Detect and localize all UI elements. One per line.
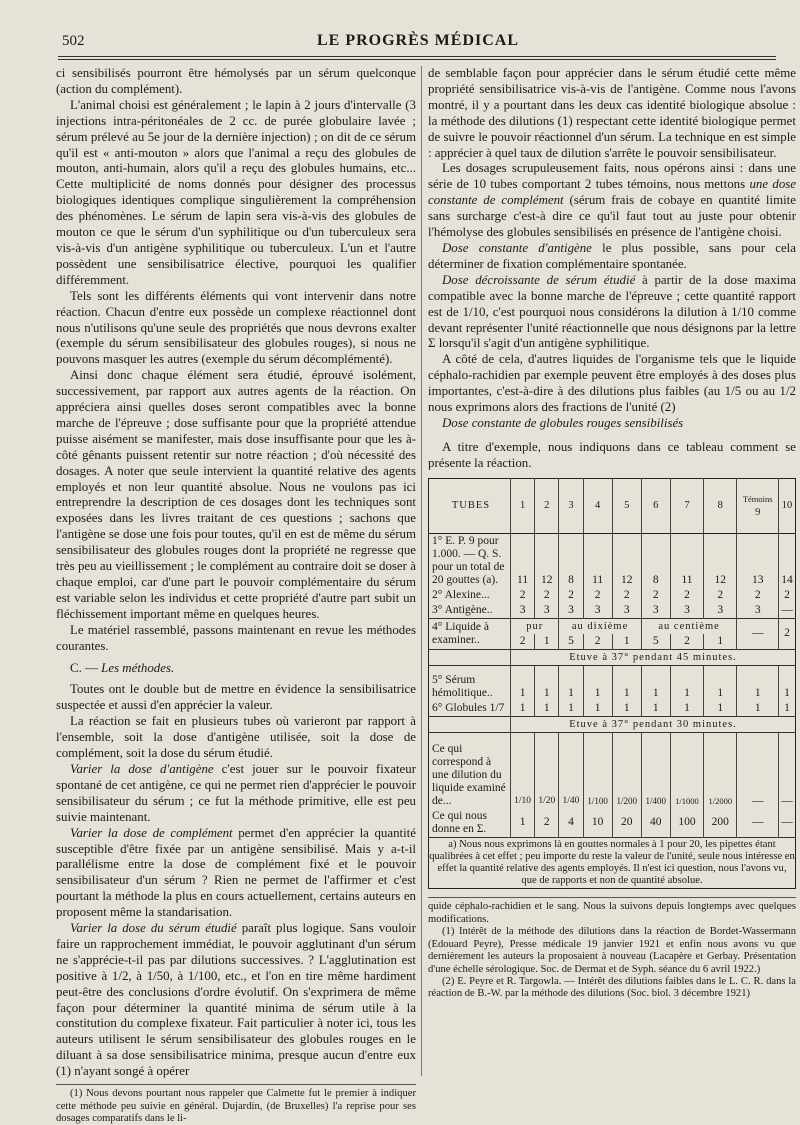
table-header-row xyxy=(429,478,796,533)
row-label: 1° E. P. 9 pour 1.000. — Q. S. pour un total de 20 gouttes (a). xyxy=(432,534,505,586)
table-cell: 12 xyxy=(535,533,559,588)
table-cell: 2 xyxy=(779,588,796,603)
row-label: 2° Alexine... xyxy=(432,588,490,601)
table-row xyxy=(429,533,796,588)
dilution-group: au centième xyxy=(641,618,737,634)
paragraph: A côté de cela, d'autres liquides de l'organisme tels que le liquide céphalo-rachidien par exemple peuvent être employés à des doses plus importantes, c'est-à-dire à des dilutions plus faibles (au 1/5 ou au 1/2 nous exprimons alors des fractions de l'unité (2) xyxy=(428,352,796,415)
table-cell: 2 xyxy=(670,634,703,650)
footnote: (2) E. Peyre et R. Targowla. — Intérêt des dilutions faibles dans le L. C. R. dans la réaction de B.-W. par la méthode des dilutions (Soc. biol. 3 décembre 1921) xyxy=(428,975,796,1000)
emphasis: Dose décroissante de sérum étudié xyxy=(442,272,636,287)
table-cell: 3 xyxy=(737,603,779,619)
etuve-row xyxy=(429,716,796,732)
table-cell: 2 xyxy=(535,588,559,603)
column-header: 3 xyxy=(559,478,583,533)
table-cell: — xyxy=(779,809,796,838)
left-column xyxy=(56,66,416,1125)
paragraph: Ainsi donc chaque élément sera étudié, éprouvé isolément, successivement, par rapport aux autres agents de la réaction. On appréciera ainsi quelles doses seront compatibles avec la bonne marche de l'épreuve ; dose suffisante pour que la propriété attendue puisse aisément se manifester, mais dose insuffisante pour que les à-côté gênants puissent retentir sur notre réaction ; d'où nécessité des dosages. A noter que seule intervient la quantité relative des agents employés et non leur quantité absolue. Nous ne voulons pas ici entreprendre la description de ces dosages dont les techniques sont exposées dans les livres traitant de ces questions ; sachons que l'antigène se dose une fois pour toutes, qu'il en est de même du sérum sensibilisateur des globules rouges dont la propriété ne regresse que très peu au vieillissement ; le complément au contraire doit se doser à chaque emploi, car d'une part le pouvoir complémentaire du sérum est variable selon les individus et cette propriété d'autre part subit un fléchissement important même en quelques heures. xyxy=(56,368,416,621)
table-cell: 1/20 xyxy=(535,732,559,809)
table-cell: 1 xyxy=(704,665,737,701)
table-cell: 12 xyxy=(612,533,641,588)
table-cell: 2 xyxy=(535,809,559,838)
table-cell: 1 xyxy=(612,634,641,650)
column-header: 7 xyxy=(670,478,703,533)
table-row xyxy=(429,588,796,603)
paragraph: Tels sont les différents éléments qui vont intervenir dans notre réaction. Chacun d'entre eux possède un complexe réactionnel dont nous n'utilisons qu'une seule des propriétés que nous devrons exalter (exemple du sérum sensibilisateur des globules rouges), si nous ne pouvons masquer les autres (exemple du sérum décomplémenté). xyxy=(56,288,416,367)
paragraph: La réaction se fait en plusieurs tubes où varieront par rapport à l'ensemble, soit la dose d'antigène utilisée, soit la dose de complément, soit la dose du sérum étudié. xyxy=(56,714,416,761)
table-cell: 3 xyxy=(704,603,737,619)
table-cell: 2 xyxy=(511,634,535,650)
table-note-row xyxy=(429,837,796,889)
section-heading xyxy=(56,661,416,677)
table-cell: 1/200 xyxy=(612,732,641,809)
table-cell: 2 xyxy=(559,588,583,603)
footnote: (1) Intérêt de la méthode des dilutions dans la réaction de Bordet-Wassermann (Edouard Peyre), Presse médicale 19 janvier 1921 et enfin nous avons vu que dernièrement les auteurs la proposaient à nouveau (Lacapère et Gerbay. Présentation d'une échelle sérologique. Soc. de Dermat et de Syph. séance du 6 avril 1922.) xyxy=(428,926,796,975)
table-cell: 1 xyxy=(511,665,535,701)
paragraph: L'animal choisi est généralement ; le lapin à 2 jours d'intervalle (3 injections intra-péritonéales de 2 cc. de purée globulaire lavée ; sérum prélevé au 5e jour de la dernière injection) ; on dit de ce sérum qu'il est « anti-mouton » alors que l'animal a reçu des globules de mouton, anti-humain, alors qu'il a reçu des globules humains, etc... Cette multiplicité de noms donnés pour désigner des processus biologiques identiques complique singulièrement la compréhension des phénomènes. Le sérum de lapin sera vis-à-vis des globules de mouton ce que le sérum d'un syphilitique ou d'un tuberculeux sera vis-à-vis d'un antigène syphilitique ou tuberculeux. L'un et l'autre possèdent une sensibilisatrice élective, pourquoi les qualifier différemment. xyxy=(56,97,416,287)
table-cell: 2 xyxy=(583,588,612,603)
dilution-group-row xyxy=(429,618,796,634)
right-column xyxy=(428,66,796,1001)
etuve-row xyxy=(429,649,796,665)
table-cell: 3 xyxy=(511,603,535,619)
table-cell: 1 xyxy=(641,701,670,717)
paragraph xyxy=(428,416,796,432)
table-cell: 1 xyxy=(737,665,779,701)
table-cell: — xyxy=(779,732,796,809)
table-cell: 1 xyxy=(511,809,535,838)
table-cell: 5 xyxy=(559,634,583,650)
paragraph: Dose décroissante de sérum étudié à partir de la dose maxima compatible avec la bonne marche de l'épreuve ; cette quantité rapport est de 1/10, c'est pourquoi nous considérons la dilution à 1/10 comme devant représenter l'unité réactionnelle que nous désignons par la lettre Σ lorsqu'il s'agit d'un antigène syphilitique. xyxy=(428,272,796,351)
table-cell: 2 xyxy=(612,588,641,603)
row-label: 6° Globules 1/7 xyxy=(432,701,505,714)
table-cell: 3 xyxy=(641,603,670,619)
table-row xyxy=(429,701,796,717)
table-cell: — xyxy=(737,618,779,649)
table-cell: 3 xyxy=(670,603,703,619)
header-rule-double xyxy=(58,59,776,60)
footnote: (1) Nous devons pourtant nous rappeler que Calmette fut le premier à indiquer cette méthode peu suivie en général. Dujardin, (de Bruxelles) l'a reprise pour ses dosages comparatifs dans le li- xyxy=(56,1088,416,1124)
table-cell: — xyxy=(779,603,796,619)
table-cell: 1/2000 xyxy=(704,732,737,809)
column-header: Témoins 9 xyxy=(737,478,779,533)
table-cell: 1 xyxy=(779,701,796,717)
table-cell: 1 xyxy=(612,665,641,701)
table-cell: 1 xyxy=(559,665,583,701)
table-cell: 11 xyxy=(511,533,535,588)
table-cell: 2 xyxy=(641,588,670,603)
page-header xyxy=(62,30,774,52)
table-cell: 11 xyxy=(670,533,703,588)
table-cell: 1 xyxy=(511,701,535,717)
table-cell: 1/1000 xyxy=(670,732,703,809)
column-separator xyxy=(421,66,422,1076)
table-cell: 1 xyxy=(535,701,559,717)
dilution-group: pur xyxy=(511,618,559,634)
table-cell: 14 xyxy=(779,533,796,588)
paragraph: Les dosages scrupuleusement faits, nous opérons ainsi : dans une série de 10 tubes comportant 2 tubes témoins, nous mettons une dose constante de complément (sérum frais de cobaye en quantité limite sans surcharge c'est-à dire ce qu'il faut tout au juste pour obtenir l'hémolyse des globules sensibilisés en présence de l'antigène choisi. xyxy=(428,161,797,240)
table-cell: — xyxy=(737,732,779,809)
table-cell: 20 xyxy=(612,809,641,838)
table-cell: 1 xyxy=(612,701,641,717)
header-rule xyxy=(58,56,776,57)
row-label: Ce qui nous donne en Σ. xyxy=(432,809,487,835)
table-cell: 1 xyxy=(737,701,779,717)
paragraph: Varier la dose du sérum étudié paraît plus logique. Sans vouloir faire un rapprochement immédiat, le pouvoir agglutinant d'un sérum ne s'apprécie-t-il pas par dilutions successives. ? L'agglutination est positive à 1/2, à 1/50, à 1/100, etc., et l'on en tire même hardiment peut-être des conclusions d'ordre évolutif. On s'exprimera de même façon pour déterminer la quantité minima de sérum utile à la constitution du complexe fixateur. Fait particulier à noter ici, tous les auteurs utilisent le sérum sensibilisateur des globules rouges en le diluant à sa dose sensibilisatrice minima, presque aucun d'entre eux (1) n'ayant songé à opérer xyxy=(56,921,416,1079)
paragraph: ci sensibilisés pourront être hémolysés par un sérum quelconque (action du complément). xyxy=(56,66,416,96)
etuve-note: Etuve à 37° pendant 45 minutes. xyxy=(511,649,796,665)
paragraph: A titre d'exemple, nous indiquons dans ce tableau comment se présente la réaction. xyxy=(428,439,796,470)
paragraph: Toutes ont le double but de mettre en évidence la sensibilisatrice suspectée et aussi d'en apprécier la valeur. xyxy=(56,682,416,713)
table-row xyxy=(429,732,796,809)
row-label: Ce qui correspond à une dilution du liquide examiné de... xyxy=(429,732,511,809)
table-cell: 1/400 xyxy=(641,732,670,809)
table-row xyxy=(429,665,796,701)
table-cell: 3 xyxy=(559,603,583,619)
table-cell: 1/10 xyxy=(511,732,535,809)
table-cell: 13 xyxy=(737,533,779,588)
column-header: 6 xyxy=(641,478,670,533)
table-cell: 200 xyxy=(704,809,737,838)
etuve-note: Etuve à 37° pendant 30 minutes. xyxy=(511,716,796,732)
emphasis: une dose constante de complément xyxy=(428,177,797,208)
table-cell: 8 xyxy=(641,533,670,588)
table-cell: 10 xyxy=(583,809,612,838)
table-cell: 1 xyxy=(535,665,559,701)
table-cell: 1 xyxy=(641,665,670,701)
emphasis: Dose constante de globules rouges sensibilisés xyxy=(442,415,684,430)
table-cell: 5 xyxy=(641,634,670,650)
column-header: 1 xyxy=(511,478,535,533)
column-header: 4 xyxy=(583,478,612,533)
table-cell: 11 xyxy=(583,533,612,588)
table-cell: 100 xyxy=(670,809,703,838)
footnote: quide céphalo-rachidien et le sang. Nous la suivons depuis longtemps avec quelques modifications. xyxy=(428,901,796,925)
paragraph: Le matériel rassemblé, passons maintenant en revue les méthodes courantes. xyxy=(56,622,416,653)
table-row xyxy=(429,603,796,619)
table-cell: 1 xyxy=(704,701,737,717)
temoins-label: Témoins xyxy=(742,493,773,504)
paragraph: Dose constante d'antigène le plus possible, sans pour cela déterminer de fixation complémentaire spontanée. xyxy=(428,240,796,271)
table-cell: 1 xyxy=(559,701,583,717)
emphasis: Varier la dose de complément xyxy=(70,825,233,840)
table-cell: 1 xyxy=(670,701,703,717)
table-cell: 2 xyxy=(670,588,703,603)
emphasis: Varier la dose d'antigène xyxy=(70,761,214,776)
table-cell: 40 xyxy=(641,809,670,838)
table-row xyxy=(429,809,796,838)
table-header-label: TUBES xyxy=(429,478,511,533)
table-note: a) Nous nous exprimons là en gouttes normales à 1 pour 20, les pipettes étant qualibrées à cet effet ; peu importe du reste la valeur de l'unité, seule nous intéresse en effet la quantité relative des agents employés. Il n'est ici question, nous l'avons vu, que de rapports et non de quantité absolue. xyxy=(429,837,796,889)
table-cell: 2 xyxy=(583,634,612,650)
table-cell: 12 xyxy=(704,533,737,588)
table-cell: 1 xyxy=(670,665,703,701)
page-number: 502 xyxy=(62,33,85,49)
table-cell: 3 xyxy=(535,603,559,619)
table-cell: 8 xyxy=(559,533,583,588)
row-label: 5° Sérum hémolitique.. xyxy=(429,665,511,701)
section-title: Les méthodes. xyxy=(101,660,175,675)
paragraph: Varier la dose de complément permet d'en apprécier la quantité susceptible d'être fixée par un antigène sensibilisé. Mais y a-t-il parallélisme entre la dose de complément fixé et le pouvoir sensibilisateur d'un sérum ? Rien ne permet de l'affirmer et c'est pourtant la méthode la plus en cours actuellement, certains auteurs en proposent même la standarisation. xyxy=(56,825,416,920)
table-cell: 2 xyxy=(704,588,737,603)
footnote-rule xyxy=(428,897,796,898)
table-cell: 2 xyxy=(779,618,796,649)
table-cell: — xyxy=(737,809,779,838)
column-header: 8 xyxy=(704,478,737,533)
column-header: 5 xyxy=(612,478,641,533)
row-label: 3° Antigène.. xyxy=(432,603,493,616)
row-label: 4° Liquide à examiner.. xyxy=(429,618,511,649)
table-cell: 1 xyxy=(583,665,612,701)
paragraph: Varier la dose d'antigène c'est jouer sur le pouvoir fixateur spontané de cet antigène, ce qui ne permet rien d'apprécier le pouvoir sensibilisateur du sérum ; ce fut la méthode primitive, elle est peu suivie maintenant. xyxy=(56,761,416,824)
running-title: LE PROGRÈS MÉDICAL xyxy=(316,32,520,49)
footnote-rule xyxy=(56,1084,416,1085)
column-header: 2 xyxy=(535,478,559,533)
table-cell: 3 xyxy=(612,603,641,619)
table-cell: 1 xyxy=(704,634,737,650)
table-cell: 3 xyxy=(583,603,612,619)
emphasis: Varier la dose du sérum étudié xyxy=(70,921,237,936)
table-cell: 2 xyxy=(737,588,779,603)
table-cell: 2 xyxy=(511,588,535,603)
emphasis: Dose constante d'antigène xyxy=(442,240,592,255)
table-cell: 4 xyxy=(559,809,583,838)
table-cell: 1/100 xyxy=(583,732,612,809)
table-cell: 1 xyxy=(779,665,796,701)
paragraph: de semblable façon pour apprécier dans le sérum étudié cette même propriété sensibilisatrice vis-à-vis de l'antigène. Comme nous l'avons montré, il y a pourtant dans les deux cas identité biologique absolue : la méthode des dilutions (1) respectant cette identité biologique permet de suivre le pouvoir réactionnel d'un sérum. La technique en est simple : apprécier à quel taux de dilution s'arrête le pouvoir sensibilisateur. xyxy=(428,66,796,160)
dilution-group: au dixième xyxy=(559,618,641,634)
results-table xyxy=(428,478,796,890)
section-number: C. — xyxy=(70,660,102,675)
column-header: 10 xyxy=(779,478,796,533)
table-cell: 1 xyxy=(535,634,559,650)
table-cell: 1/40 xyxy=(559,732,583,809)
table-cell: 1 xyxy=(583,701,612,717)
